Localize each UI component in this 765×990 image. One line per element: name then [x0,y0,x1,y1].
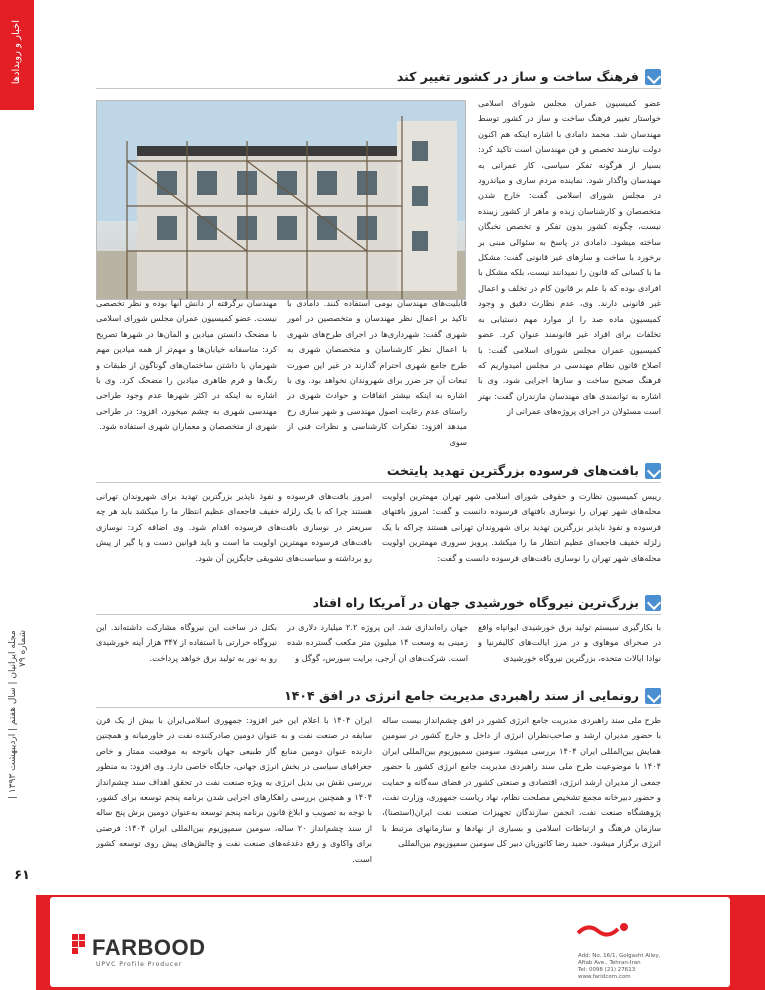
article-4-rule [96,707,661,708]
article-3-title: بزرگ‌ترین نیروگاه خورشیدی جهان در آمریکا راه افتاد [312,595,639,610]
contact-line: Tel: 0098 (21) 27613 [578,967,636,973]
article-1-title: فرهنگ ساخت و ساز در کشور تغییر کند [396,69,639,84]
article-1-column-main: عضو کمیسیون عمران مجلس شورای اسلامی خواستار تغییر فرهنگ ساخت و ساز در کشور توسط مهندسان شد. محمد دامادی با اشاره اینکه هم اکنون دولت نیازمند تخصص و فن مهندسان است تاکید کرد: بسیار از هرگونه تفکر سیاسی، کار عمرانی به مهندسان واگذار شود. نماینده مردم ساری و میاندرود در مجلس شورای اسلامی گفت: خارج شدن متخصصان و کارشناسان زبده و ماهر از کشور زیبنده نیست، چگونه کشور بدون تفکر و تخصص نخبگان ساخته میشود. دامادی در پاسخ به سئوالی مبنی بر برخورد با ساخت و سازهای غیر قانونی گفت: مشکل ما با کسانی که قانون را نمیدانند نیست، بلکه مشکل با افرادی بوده که با علم بر قانون کام در تخلف و اعمال غیر قانونی دارند. وی، عدم نظارت دقیق و وجود کمیسیون ماده صد را از موارد مهم دستیابی به تخلفات برای افراد غیر قانونمند عنوان کرد. عضو کمیسیون عمران مجلس شورای اسلامی گفت: با اصلاح قانون نظام مهندسی در مجلس امیدواریم که فرهنگ صحیح ساخت و سازها اجرایی شود. وی با اشاره به توانمندی های مهندسان مازندران گفت: بهتر است مسئولان در اجرای پروژه‌های عمرانی از [478,98,661,417]
contact-line: Aftab Ave., Tehran-Iran [578,960,641,966]
article-4-title: رونمایی از سند راهبردی مدیریت جامع انرژی در افق ۱۴۰۴ [284,688,639,703]
article-1-rule [96,88,661,89]
contact-line: Add: No. 16/1, Golgasht Alley, [578,953,661,959]
contact-line: www.faridcom.com [578,974,631,980]
article-1-column-middle: قابلیت‌های مهندسان بومی استفاده کنند. دامادی با تاکید بر اعمال نظر مهندسان و متخصصین در امور شهری گفت: شهرداری‌ها در اجرای طرح‌های شهری با اعمال نظر کارشناسان و متخصصان شهری به طرح جامع شهری احترام گذارند در غیر این صورت تبعات آن جز ضرر برای شهروندان نخواهد بود. وی با اشاره به اینکه بیشتر اتفاقات و حوادث شهری در راستای عدم رعایت اصول مهندسی و شهر سازی رخ میدهد افزود: تفکرات کارشناسی و نظرات فنی از سوی [287,298,467,447]
article-2-rule [96,482,661,483]
section-chevron-icon [645,463,665,479]
article-4-column-left: ایران ۱۴۰۴ با اعلام این خبر افزود: جمهوری اسلامی‌ایران با بیش از یک قرن سابقه در صنعت نفت و به عنوان دومین صادرکننده نفت در خاورمیانه و همچنین دارنده عنوان دومین منابع گاز طبیعی جهان باتوجه به موقعیت ممتاز و خاص جغرافیای سیاسی در بخش انرژی جهانی، جایگاه خاصی دارد. وی افزود: به منظور بررسی نقش بی بدیل انرژی به ویژه صنعت نفت در تحقق اهداف سند چشم‌انداز ۱۴۰۴ و همچنین بررسی راهکارهای اجرایی شدن برنامه پنجم توسعه برای کشور، با توجه به تصویب و ابلاغ قانون برنامه پنجم توسعه به‌عنوان دومین برش پنج ساله از سند چشم‌انداز ۲۰ ساله، سومین سمپوزیوم بین‌المللی ایران ۱۴۰۴: فرصتی برای واکاوی و رفع دغدغه‌های صنعت نفت و چالش‌های پیش روی توسعه کشور است. [96,715,372,864]
section-tab-label: اخبار و رویدادها [11,20,22,85]
section-chevron-icon [645,595,665,611]
article-2-title: بافت‌های فرسوده بزرگترین تهدید پایتخت [386,463,639,478]
page-number: ۶۱ [14,868,30,883]
article-3-rule [96,614,661,615]
article-2-column-left: امروز بافت‌های فرسوده و نفوذ ناپذیر بزرگترین تهدید برای شهروندان تهرانی هستند چرا که با یک زلزله خفیف فاجعه‌ای عظیم انتظار ما را میکشد باید هر چه سریعتر در نوسازی بافت‌های فرسوده اقدام شود. وی اضافه کرد: نوسازی بافت‌های فرسوده مهمترین اولویت ما است و باید قوانین دست و پا گیر از پیش رو برداشته و سیاست‌های تشویقی جایگزین آن شود. [96,491,372,563]
article-1-column-left: مهندسان برگرفته از دانش آنها بوده و نظر تخصصی نیست. عضو کمیسیون عمران مجلس شورای اسلامی با مضحک دانستن میادین و المان‌ها در شهرها تصریح کرد: متاسفانه خیابان‌ها و مهم‌تر از همه میادین مهم شهرمان با داشتن ساختمان‌های گوناگون از طبقات و رنگ‌ها و فرم ظاهری میادین را مضحک کرد. وی با اشاره به اینکه در اکثر شهرها عدم وجود طراحی مهندسی شهری به چشم میخورد، افزود: در طراحی شهری از متخصصان و معماران شهری استفاده شود. [96,298,277,432]
section-tab [0,0,34,110]
construction-photo [96,100,466,300]
article-3-column-2: جهان راه‌اندازی شد. این پروژه ۲.۲ میلیارد دلاری در زمینی به وسعت ۱۴ میلیون متر مکعب گسترده شده است. شرکت‌های ان آرجی، برایت سورس، گوگل و [287,622,468,663]
farbood-tagline: UPVC Profile Producer [96,961,183,968]
article-3-column-3: بکتل در ساخت این نیروگاه مشارکت داشته‌اند. این نیروگاه حرارتی با استفاده از ۳۴۷ هزار آینه خورشیدی رو به نور به تولید برق خواهد پرداخت. [96,622,277,663]
article-4-column-right: طرح ملی سند راهبردی مدیریت جامع انرژی کشور در افق چشم‌انداز بیست ساله با حضور مدیران ارشد و صاحب‌نظران انرژی از داخل و خارج کشور در سومین همایش بین‌المللی ایران ۱۴۰۴ بررسی میشود. سومین سمپوزیوم بین‌المللی ایران ۱۴۰۴ با موضوعیت طرح ملی سند راهبردی مدیریت جامع انرژی کشور با حضور جمعی از مدیران ارشد انرژی، اقتصادی و صنعتی کشور در فضای سه‌گانه و حمایت و حضور دبیرخانه مجمع تشخیص مصلحت نظام، نهاد ریاست جمهوری، وزارت نفت، پژوهشگاه صنعت نفت، انجمن سازندگان تجهیزات صنعت نفت ایران(استصنا)، سازمان فرهنگ و ارتباطات اسلامی و بسیاری از نهادها و سازمانهای مرتبط با انرژی برگزار میشود. حمید رضا کاتوزیان دبیر کل سومین سمپوزیوم بین‌المللی [382,715,661,849]
farid-logo-icon [574,915,634,945]
contact-info [578,953,660,981]
section-chevron-icon [645,69,665,85]
section-chevron-icon [645,688,665,704]
farbood-brand-name: FARBOOD [92,935,206,960]
article-2-column-right: رییس کمیسیون نظارت و حقوقی شورای اسلامی شهر تهران مهمترین اولویت محله‌های شهر تهران را نوسازی بافتهای فرسوده دانست و گفت: امروز بافتهای فرسوده و نفوذ ناپذیر بزرگترین تهدید برای شهروندان تهرانی هستند چراکه با یک زلزله خفیف فاجعه‌ای عظیم انتظار ما را میکشد. پرویز سروری مهمترین اولویت محله‌های شهر تهران را نوسازی بافت‌های فرسوده دانست و گفت: [382,491,661,563]
article-3-column-1: با بکارگیری سیستم تولید برق خورشیدی ایوانپاه واقع در صحرای موهاوی و در مرز ایالت‌های کالیفرنیا و نوادا ایالات متحده، بزرگترین نیروگاه خورشیدی [478,622,661,663]
issue-caption: مجله ایرانیان | سال هفتم | اردیبهشت ۱۳۹۳ | شماره ۷۹ [8,630,28,799]
